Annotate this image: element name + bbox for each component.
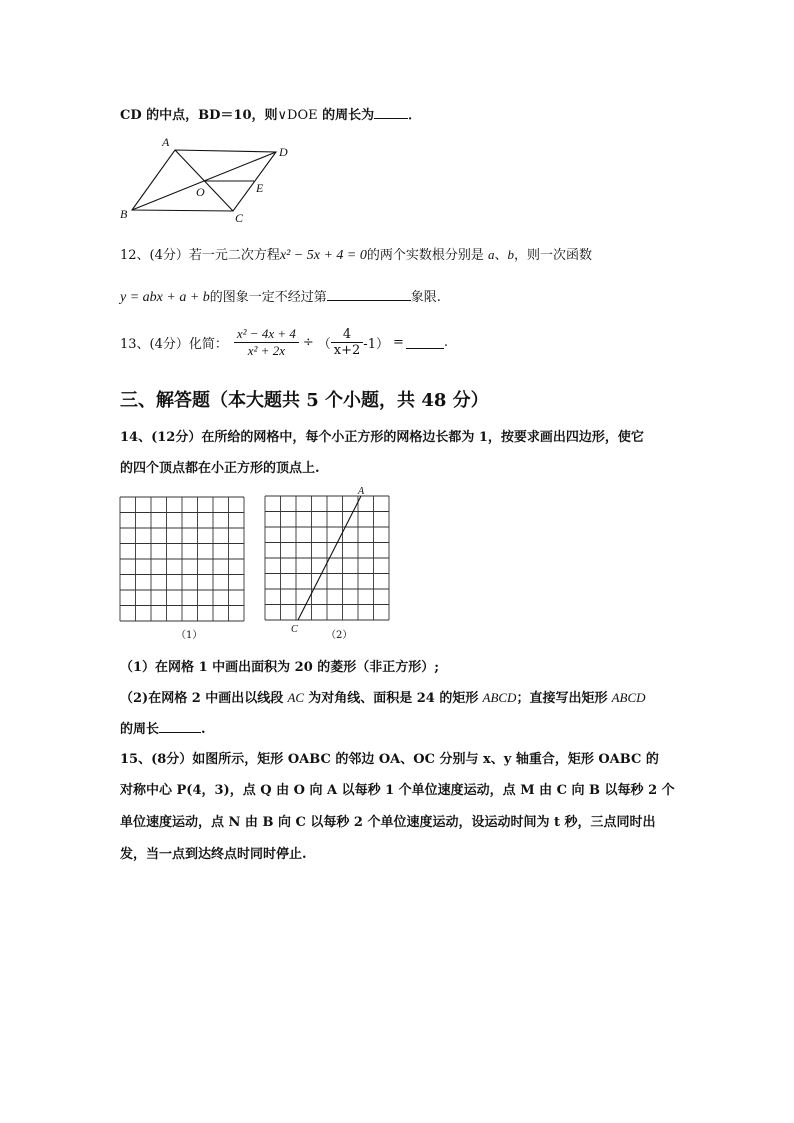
q13-lparen: （ xyxy=(317,337,331,352)
grid-2-label-c: C xyxy=(291,624,298,635)
q11-end: ． xyxy=(408,108,422,123)
q13-fraction-1-numerator: x² − 4x + 4 xyxy=(234,326,299,343)
q14-part2-abcd: ABCD xyxy=(482,690,517,705)
q13-fraction-2-denominator: x+2 xyxy=(333,343,361,358)
grid-1 xyxy=(119,496,247,624)
q15-line2: 对称中心 P(4，3)，点 Q 由 O 向 A 以每秒 1 个单位速度运动，点 M 由 C 向 B 以每秒 2 个 xyxy=(120,783,675,798)
grid-2-caption: （2） xyxy=(326,630,353,641)
q15-line3: 单位速度运动，点 N 由 B 向 C 以每秒 2 个单位速度运动，设运动时间为 t 秒，三点同时出 xyxy=(120,815,656,830)
grid-2-label-a: A xyxy=(358,486,365,497)
label-o: O xyxy=(196,185,205,199)
parallelogram-figure xyxy=(112,134,292,226)
q12-mid2: ，则一次函数 xyxy=(514,248,593,263)
q12-sep: 、 xyxy=(494,248,508,263)
q14-perimeter-label: 的周长 xyxy=(120,722,160,737)
q12-line1 xyxy=(120,244,592,264)
q14-line1: 14、(12分）在所给的网格中，每个小正方形的网格边长都为 1，按要求画出四边形，使它 xyxy=(120,430,644,445)
q14-part1: （1）在网格 1 中画出面积为 20 的菱形（非正方形）; xyxy=(120,660,440,675)
q12-var-a: a xyxy=(488,247,495,262)
label-b: B xyxy=(120,207,128,221)
label-d: D xyxy=(279,145,288,159)
q13-equals: = xyxy=(392,335,404,350)
q12-line2-mid: 的图象一定不经过第 xyxy=(209,290,327,305)
q14-line2: 的四个顶点都在小正方形的顶点上. xyxy=(120,461,320,476)
q13-end: . xyxy=(443,335,449,350)
q12-mid: 的两个实数根分别是 xyxy=(366,248,484,263)
section-3-heading: 三、解答题（本大题共 5 个小题，共 48 分） xyxy=(120,390,489,411)
q13-fraction-1 xyxy=(234,326,299,359)
q13-line xyxy=(120,326,448,359)
q12-equation: x² − 5x + 4 = 0 xyxy=(279,248,367,263)
q13-fraction-2 xyxy=(331,327,364,358)
q14-part2-a: （2)在网格 2 中画出以线段 xyxy=(120,691,284,706)
q13-fraction-2-numerator: 4 xyxy=(331,327,364,343)
q11-text-b: 的周长为 xyxy=(317,108,375,123)
q12-line2-end: 象限. xyxy=(410,290,441,305)
q13-minus-one: -1） xyxy=(363,337,389,352)
q15-line1: 15、(8分）如图所示，矩形 OABC 的邻边 OA、OC 分别与 x、y 轴重合，矩形 OABC 的 xyxy=(120,752,659,767)
q12-prefix: 12、(4分）若一元二次方程 xyxy=(120,248,280,263)
q14-part2-ac: AC xyxy=(287,690,305,705)
q12-var-b: b xyxy=(507,247,515,262)
q11-text-a: CD 的中点，BD＝10，则 xyxy=(120,108,278,123)
q12-line2 xyxy=(120,286,441,306)
q14-part2-line2 xyxy=(120,718,206,737)
q13-divide: ÷ xyxy=(302,335,314,350)
q12-function: y = abx + a + b xyxy=(120,290,210,305)
q13-prefix: 13、(4分）化简： xyxy=(120,337,228,352)
q14-part2-end: . xyxy=(201,722,206,737)
q13-answer-blank xyxy=(406,336,444,349)
q14-part2-line1 xyxy=(120,687,646,706)
label-c: C xyxy=(235,211,244,225)
q14-part2-c: ；直接写出矩形 xyxy=(516,691,608,706)
q14-answer-blank xyxy=(159,720,201,733)
q11-text xyxy=(120,104,421,123)
grid-2 xyxy=(264,484,394,636)
q14-part2-abcd-2: ABCD xyxy=(611,690,646,705)
grid-1-caption: （1） xyxy=(176,630,203,641)
q11-answer-blank xyxy=(374,106,408,119)
label-a: A xyxy=(162,135,170,149)
q14-part2-b: 为对角线、面积是 24 的矩形 xyxy=(308,691,479,706)
q11-triangle: ∨DOE xyxy=(277,108,318,123)
label-e: E xyxy=(256,181,264,195)
q15-line4: 发，当一点到达终点时同时停止. xyxy=(120,847,307,862)
q12-answer-blank xyxy=(327,288,411,301)
q13-fraction-1-denominator: x² + 2x xyxy=(247,343,285,358)
